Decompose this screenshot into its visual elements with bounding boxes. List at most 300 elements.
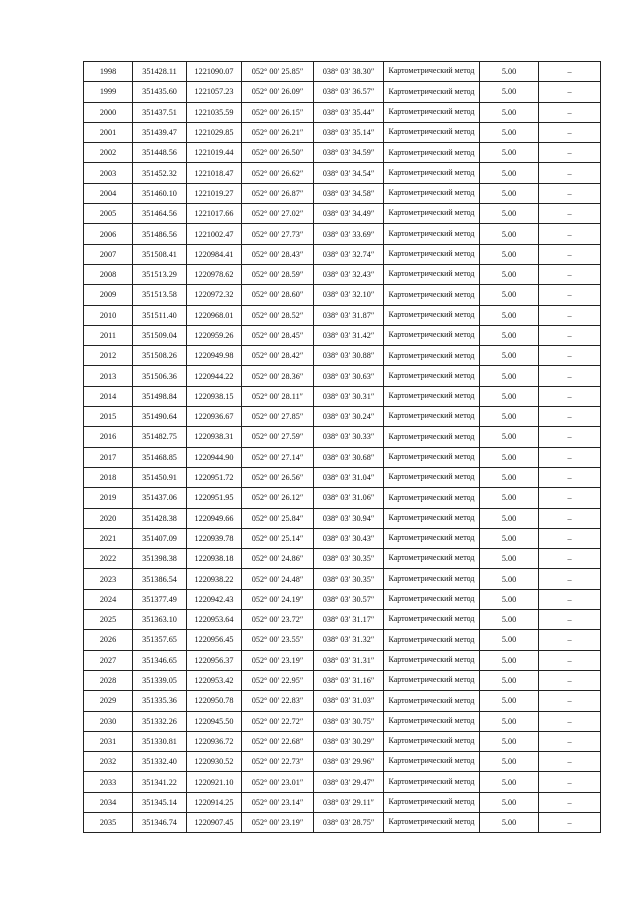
method-cell: Картометрический метод xyxy=(384,467,480,487)
x-coordinate-cell: 351452.32 xyxy=(133,163,187,183)
note-cell: – xyxy=(539,630,601,650)
latitude-cell: 052° 00′ 22.72″ xyxy=(242,711,314,731)
table-row xyxy=(84,650,601,670)
x-coordinate-cell: 351490.64 xyxy=(133,407,187,427)
y-coordinate-cell: 1221002.47 xyxy=(187,224,242,244)
accuracy-cell: 5.00 xyxy=(480,752,539,772)
point-number-cell: 2001 xyxy=(84,122,133,142)
point-number-cell: 2025 xyxy=(84,610,133,630)
method-cell: Картометрический метод xyxy=(384,488,480,508)
x-coordinate-cell: 351482.75 xyxy=(133,427,187,447)
accuracy-cell: 5.00 xyxy=(480,508,539,528)
y-coordinate-cell: 1220972.32 xyxy=(187,285,242,305)
point-number-cell: 2027 xyxy=(84,650,133,670)
note-cell: – xyxy=(539,812,601,832)
table-row xyxy=(84,508,601,528)
note-cell: – xyxy=(539,305,601,325)
longitude-cell: 038° 03′ 30.63″ xyxy=(314,366,384,386)
note-cell: – xyxy=(539,711,601,731)
point-number-cell: 2026 xyxy=(84,630,133,650)
latitude-cell: 052° 00′ 28.36″ xyxy=(242,366,314,386)
longitude-cell: 038° 03′ 30.43″ xyxy=(314,528,384,548)
x-coordinate-cell: 351346.74 xyxy=(133,812,187,832)
note-cell: – xyxy=(539,163,601,183)
accuracy-cell: 5.00 xyxy=(480,549,539,569)
table-row xyxy=(84,488,601,508)
longitude-cell: 038° 03′ 30.68″ xyxy=(314,447,384,467)
longitude-cell: 038° 03′ 31.87″ xyxy=(314,305,384,325)
note-cell: – xyxy=(539,82,601,102)
latitude-cell: 052° 00′ 26.87″ xyxy=(242,183,314,203)
point-number-cell: 2016 xyxy=(84,427,133,447)
method-cell: Картометрический метод xyxy=(384,143,480,163)
table-row xyxy=(84,812,601,832)
method-cell: Картометрический метод xyxy=(384,670,480,690)
method-cell: Картометрический метод xyxy=(384,102,480,122)
accuracy-cell: 5.00 xyxy=(480,183,539,203)
x-coordinate-cell: 351437.51 xyxy=(133,102,187,122)
longitude-cell: 038° 03′ 30.31″ xyxy=(314,386,384,406)
longitude-cell: 038° 03′ 35.14″ xyxy=(314,122,384,142)
longitude-cell: 038° 03′ 35.44″ xyxy=(314,102,384,122)
accuracy-cell: 5.00 xyxy=(480,244,539,264)
x-coordinate-cell: 351398.38 xyxy=(133,549,187,569)
y-coordinate-cell: 1221090.07 xyxy=(187,62,242,82)
y-coordinate-cell: 1220949.98 xyxy=(187,346,242,366)
note-cell: – xyxy=(539,447,601,467)
y-coordinate-cell: 1220984.41 xyxy=(187,244,242,264)
note-cell: – xyxy=(539,691,601,711)
method-cell: Картометрический метод xyxy=(384,122,480,142)
latitude-cell: 052° 00′ 28.42″ xyxy=(242,346,314,366)
longitude-cell: 038° 03′ 36.57″ xyxy=(314,82,384,102)
accuracy-cell: 5.00 xyxy=(480,122,539,142)
table-row xyxy=(84,204,601,224)
note-cell: – xyxy=(539,731,601,751)
latitude-cell: 052° 00′ 27.02″ xyxy=(242,204,314,224)
longitude-cell: 038° 03′ 32.10″ xyxy=(314,285,384,305)
method-cell: Картометрический метод xyxy=(384,630,480,650)
table-row xyxy=(84,386,601,406)
x-coordinate-cell: 351428.11 xyxy=(133,62,187,82)
latitude-cell: 052° 00′ 28.52″ xyxy=(242,305,314,325)
x-coordinate-cell: 351332.40 xyxy=(133,752,187,772)
accuracy-cell: 5.00 xyxy=(480,447,539,467)
method-cell: Картометрический метод xyxy=(384,285,480,305)
note-cell: – xyxy=(539,589,601,609)
latitude-cell: 052° 00′ 26.56″ xyxy=(242,467,314,487)
note-cell: – xyxy=(539,366,601,386)
method-cell: Картометрический метод xyxy=(384,366,480,386)
note-cell: – xyxy=(539,569,601,589)
y-coordinate-cell: 1220959.26 xyxy=(187,325,242,345)
y-coordinate-cell: 1220930.52 xyxy=(187,752,242,772)
latitude-cell: 052° 00′ 26.21″ xyxy=(242,122,314,142)
method-cell: Картометрический метод xyxy=(384,224,480,244)
point-number-cell: 2017 xyxy=(84,447,133,467)
point-number-cell: 2006 xyxy=(84,224,133,244)
latitude-cell: 052° 00′ 23.19″ xyxy=(242,812,314,832)
point-number-cell: 2012 xyxy=(84,346,133,366)
latitude-cell: 052° 00′ 28.59″ xyxy=(242,264,314,284)
point-number-cell: 2028 xyxy=(84,670,133,690)
x-coordinate-cell: 351508.41 xyxy=(133,244,187,264)
latitude-cell: 052° 00′ 25.85″ xyxy=(242,62,314,82)
method-cell: Картометрический метод xyxy=(384,386,480,406)
longitude-cell: 038° 03′ 31.42″ xyxy=(314,325,384,345)
y-coordinate-cell: 1220938.18 xyxy=(187,549,242,569)
latitude-cell: 052° 00′ 27.85″ xyxy=(242,407,314,427)
latitude-cell: 052° 00′ 28.60″ xyxy=(242,285,314,305)
point-number-cell: 2031 xyxy=(84,731,133,751)
y-coordinate-cell: 1220938.22 xyxy=(187,569,242,589)
longitude-cell: 038° 03′ 30.88″ xyxy=(314,346,384,366)
longitude-cell: 038° 03′ 38.30″ xyxy=(314,62,384,82)
point-number-cell: 2002 xyxy=(84,143,133,163)
method-cell: Картометрический метод xyxy=(384,447,480,467)
y-coordinate-cell: 1220944.22 xyxy=(187,366,242,386)
accuracy-cell: 5.00 xyxy=(480,143,539,163)
point-number-cell: 2023 xyxy=(84,569,133,589)
table-row xyxy=(84,224,601,244)
table-row xyxy=(84,569,601,589)
point-number-cell: 2011 xyxy=(84,325,133,345)
y-coordinate-cell: 1221018.47 xyxy=(187,163,242,183)
point-number-cell: 2024 xyxy=(84,589,133,609)
latitude-cell: 052° 00′ 22.73″ xyxy=(242,752,314,772)
accuracy-cell: 5.00 xyxy=(480,325,539,345)
method-cell: Картометрический метод xyxy=(384,711,480,731)
method-cell: Картометрический метод xyxy=(384,691,480,711)
point-number-cell: 2018 xyxy=(84,467,133,487)
x-coordinate-cell: 351498.84 xyxy=(133,386,187,406)
accuracy-cell: 5.00 xyxy=(480,772,539,792)
latitude-cell: 052° 00′ 24.86″ xyxy=(242,549,314,569)
accuracy-cell: 5.00 xyxy=(480,102,539,122)
latitude-cell: 052° 00′ 26.50″ xyxy=(242,143,314,163)
x-coordinate-cell: 351330.81 xyxy=(133,731,187,751)
method-cell: Картометрический метод xyxy=(384,183,480,203)
x-coordinate-cell: 351341.22 xyxy=(133,772,187,792)
method-cell: Картометрический метод xyxy=(384,589,480,609)
point-number-cell: 2013 xyxy=(84,366,133,386)
note-cell: – xyxy=(539,204,601,224)
x-coordinate-cell: 351339.05 xyxy=(133,670,187,690)
point-number-cell: 2004 xyxy=(84,183,133,203)
longitude-cell: 038° 03′ 29.47″ xyxy=(314,772,384,792)
note-cell: – xyxy=(539,427,601,447)
y-coordinate-cell: 1220921.10 xyxy=(187,772,242,792)
longitude-cell: 038° 03′ 30.29″ xyxy=(314,731,384,751)
x-coordinate-cell: 351407.09 xyxy=(133,528,187,548)
accuracy-cell: 5.00 xyxy=(480,305,539,325)
accuracy-cell: 5.00 xyxy=(480,346,539,366)
point-number-cell: 2010 xyxy=(84,305,133,325)
longitude-cell: 038° 03′ 30.33″ xyxy=(314,427,384,447)
longitude-cell: 038° 03′ 30.35″ xyxy=(314,569,384,589)
coordinates-table-body xyxy=(84,62,601,833)
note-cell: – xyxy=(539,346,601,366)
x-coordinate-cell: 351439.47 xyxy=(133,122,187,142)
note-cell: – xyxy=(539,792,601,812)
point-number-cell: 2035 xyxy=(84,812,133,832)
table-row xyxy=(84,264,601,284)
table-row xyxy=(84,407,601,427)
note-cell: – xyxy=(539,772,601,792)
table-row xyxy=(84,366,601,386)
y-coordinate-cell: 1220951.72 xyxy=(187,467,242,487)
x-coordinate-cell: 351386.54 xyxy=(133,569,187,589)
y-coordinate-cell: 1220944.90 xyxy=(187,447,242,467)
note-cell: – xyxy=(539,752,601,772)
point-number-cell: 2033 xyxy=(84,772,133,792)
note-cell: – xyxy=(539,62,601,82)
longitude-cell: 038° 03′ 28.75″ xyxy=(314,812,384,832)
longitude-cell: 038° 03′ 30.94″ xyxy=(314,508,384,528)
table-row xyxy=(84,346,601,366)
y-coordinate-cell: 1220936.67 xyxy=(187,407,242,427)
method-cell: Картометрический метод xyxy=(384,204,480,224)
method-cell: Картометрический метод xyxy=(384,346,480,366)
accuracy-cell: 5.00 xyxy=(480,163,539,183)
x-coordinate-cell: 351509.04 xyxy=(133,325,187,345)
method-cell: Картометрический метод xyxy=(384,650,480,670)
latitude-cell: 052° 00′ 24.19″ xyxy=(242,589,314,609)
longitude-cell: 038° 03′ 31.16″ xyxy=(314,670,384,690)
point-number-cell: 2029 xyxy=(84,691,133,711)
x-coordinate-cell: 351513.58 xyxy=(133,285,187,305)
accuracy-cell: 5.00 xyxy=(480,204,539,224)
point-number-cell: 2032 xyxy=(84,752,133,772)
latitude-cell: 052° 00′ 26.62″ xyxy=(242,163,314,183)
method-cell: Картометрический метод xyxy=(384,772,480,792)
latitude-cell: 052° 00′ 25.14″ xyxy=(242,528,314,548)
longitude-cell: 038° 03′ 34.59″ xyxy=(314,143,384,163)
x-coordinate-cell: 351450.91 xyxy=(133,467,187,487)
note-cell: – xyxy=(539,244,601,264)
x-coordinate-cell: 351428.38 xyxy=(133,508,187,528)
note-cell: – xyxy=(539,264,601,284)
longitude-cell: 038° 03′ 31.06″ xyxy=(314,488,384,508)
longitude-cell: 038° 03′ 29.96″ xyxy=(314,752,384,772)
note-cell: – xyxy=(539,386,601,406)
method-cell: Картометрический метод xyxy=(384,812,480,832)
table-row xyxy=(84,183,601,203)
x-coordinate-cell: 351437.06 xyxy=(133,488,187,508)
accuracy-cell: 5.00 xyxy=(480,792,539,812)
accuracy-cell: 5.00 xyxy=(480,589,539,609)
accuracy-cell: 5.00 xyxy=(480,691,539,711)
table-row xyxy=(84,528,601,548)
latitude-cell: 052° 00′ 22.95″ xyxy=(242,670,314,690)
latitude-cell: 052° 00′ 26.09″ xyxy=(242,82,314,102)
x-coordinate-cell: 351345.14 xyxy=(133,792,187,812)
y-coordinate-cell: 1220942.43 xyxy=(187,589,242,609)
x-coordinate-cell: 351506.36 xyxy=(133,366,187,386)
latitude-cell: 052° 00′ 23.14″ xyxy=(242,792,314,812)
method-cell: Картометрический метод xyxy=(384,163,480,183)
table-row xyxy=(84,447,601,467)
y-coordinate-cell: 1220936.72 xyxy=(187,731,242,751)
y-coordinate-cell: 1221029.85 xyxy=(187,122,242,142)
longitude-cell: 038° 03′ 31.04″ xyxy=(314,467,384,487)
note-cell: – xyxy=(539,407,601,427)
accuracy-cell: 5.00 xyxy=(480,407,539,427)
longitude-cell: 038° 03′ 30.24″ xyxy=(314,407,384,427)
table-row xyxy=(84,325,601,345)
method-cell: Картометрический метод xyxy=(384,427,480,447)
x-coordinate-cell: 351448.56 xyxy=(133,143,187,163)
point-number-cell: 2009 xyxy=(84,285,133,305)
accuracy-cell: 5.00 xyxy=(480,224,539,244)
accuracy-cell: 5.00 xyxy=(480,264,539,284)
x-coordinate-cell: 351464.56 xyxy=(133,204,187,224)
method-cell: Картометрический метод xyxy=(384,407,480,427)
y-coordinate-cell: 1220949.66 xyxy=(187,508,242,528)
longitude-cell: 038° 03′ 30.75″ xyxy=(314,711,384,731)
y-coordinate-cell: 1220978.62 xyxy=(187,264,242,284)
note-cell: – xyxy=(539,102,601,122)
table-row xyxy=(84,610,601,630)
accuracy-cell: 5.00 xyxy=(480,386,539,406)
x-coordinate-cell: 351357.65 xyxy=(133,630,187,650)
latitude-cell: 052° 00′ 23.19″ xyxy=(242,650,314,670)
y-coordinate-cell: 1220956.45 xyxy=(187,630,242,650)
method-cell: Картометрический метод xyxy=(384,610,480,630)
table-row xyxy=(84,467,601,487)
point-number-cell: 1998 xyxy=(84,62,133,82)
note-cell: – xyxy=(539,650,601,670)
longitude-cell: 038° 03′ 29.11″ xyxy=(314,792,384,812)
point-number-cell: 2021 xyxy=(84,528,133,548)
method-cell: Картометрический метод xyxy=(384,508,480,528)
note-cell: – xyxy=(539,183,601,203)
latitude-cell: 052° 00′ 27.14″ xyxy=(242,447,314,467)
longitude-cell: 038° 03′ 34.54″ xyxy=(314,163,384,183)
note-cell: – xyxy=(539,122,601,142)
latitude-cell: 052° 00′ 27.59″ xyxy=(242,427,314,447)
y-coordinate-cell: 1220939.78 xyxy=(187,528,242,548)
point-number-cell: 2022 xyxy=(84,549,133,569)
coordinates-table xyxy=(83,61,601,833)
x-coordinate-cell: 351377.49 xyxy=(133,589,187,609)
accuracy-cell: 5.00 xyxy=(480,610,539,630)
method-cell: Картометрический метод xyxy=(384,325,480,345)
y-coordinate-cell: 1220938.31 xyxy=(187,427,242,447)
table-row xyxy=(84,589,601,609)
accuracy-cell: 5.00 xyxy=(480,630,539,650)
latitude-cell: 052° 00′ 27.73″ xyxy=(242,224,314,244)
accuracy-cell: 5.00 xyxy=(480,427,539,447)
y-coordinate-cell: 1220951.95 xyxy=(187,488,242,508)
table-row xyxy=(84,427,601,447)
accuracy-cell: 5.00 xyxy=(480,488,539,508)
latitude-cell: 052° 00′ 23.01″ xyxy=(242,772,314,792)
table-row xyxy=(84,163,601,183)
method-cell: Картометрический метод xyxy=(384,528,480,548)
x-coordinate-cell: 351486.56 xyxy=(133,224,187,244)
point-number-cell: 2030 xyxy=(84,711,133,731)
note-cell: – xyxy=(539,325,601,345)
latitude-cell: 052° 00′ 28.43″ xyxy=(242,244,314,264)
note-cell: – xyxy=(539,467,601,487)
latitude-cell: 052° 00′ 23.55″ xyxy=(242,630,314,650)
accuracy-cell: 5.00 xyxy=(480,467,539,487)
point-number-cell: 2034 xyxy=(84,792,133,812)
point-number-cell: 2015 xyxy=(84,407,133,427)
table-row xyxy=(84,305,601,325)
latitude-cell: 052° 00′ 22.83″ xyxy=(242,691,314,711)
longitude-cell: 038° 03′ 34.49″ xyxy=(314,204,384,224)
point-number-cell: 2019 xyxy=(84,488,133,508)
table-row xyxy=(84,670,601,690)
method-cell: Картометрический метод xyxy=(384,569,480,589)
x-coordinate-cell: 351332.26 xyxy=(133,711,187,731)
y-coordinate-cell: 1220953.64 xyxy=(187,610,242,630)
longitude-cell: 038° 03′ 31.03″ xyxy=(314,691,384,711)
method-cell: Картометрический метод xyxy=(384,305,480,325)
note-cell: – xyxy=(539,285,601,305)
method-cell: Картометрический метод xyxy=(384,792,480,812)
accuracy-cell: 5.00 xyxy=(480,731,539,751)
accuracy-cell: 5.00 xyxy=(480,366,539,386)
y-coordinate-cell: 1220953.42 xyxy=(187,670,242,690)
table-row xyxy=(84,62,601,82)
table-row xyxy=(84,691,601,711)
y-coordinate-cell: 1220907.45 xyxy=(187,812,242,832)
method-cell: Картометрический метод xyxy=(384,62,480,82)
x-coordinate-cell: 351460.10 xyxy=(133,183,187,203)
table-row xyxy=(84,143,601,163)
x-coordinate-cell: 351346.65 xyxy=(133,650,187,670)
y-coordinate-cell: 1221035.59 xyxy=(187,102,242,122)
latitude-cell: 052° 00′ 25.84″ xyxy=(242,508,314,528)
x-coordinate-cell: 351468.85 xyxy=(133,447,187,467)
accuracy-cell: 5.00 xyxy=(480,650,539,670)
accuracy-cell: 5.00 xyxy=(480,62,539,82)
note-cell: – xyxy=(539,224,601,244)
point-number-cell: 2008 xyxy=(84,264,133,284)
y-coordinate-cell: 1220945.50 xyxy=(187,711,242,731)
accuracy-cell: 5.00 xyxy=(480,528,539,548)
accuracy-cell: 5.00 xyxy=(480,285,539,305)
table-row xyxy=(84,82,601,102)
note-cell: – xyxy=(539,670,601,690)
latitude-cell: 052° 00′ 28.45″ xyxy=(242,325,314,345)
point-number-cell: 1999 xyxy=(84,82,133,102)
longitude-cell: 038° 03′ 33.69″ xyxy=(314,224,384,244)
y-coordinate-cell: 1220914.25 xyxy=(187,792,242,812)
y-coordinate-cell: 1221019.27 xyxy=(187,183,242,203)
point-number-cell: 2000 xyxy=(84,102,133,122)
table-row xyxy=(84,630,601,650)
longitude-cell: 038° 03′ 32.74″ xyxy=(314,244,384,264)
point-number-cell: 2007 xyxy=(84,244,133,264)
accuracy-cell: 5.00 xyxy=(480,812,539,832)
table-row xyxy=(84,549,601,569)
latitude-cell: 052° 00′ 28.11″ xyxy=(242,386,314,406)
table-row xyxy=(84,731,601,751)
longitude-cell: 038° 03′ 31.31″ xyxy=(314,650,384,670)
table-row xyxy=(84,792,601,812)
table-row xyxy=(84,285,601,305)
longitude-cell: 038° 03′ 34.58″ xyxy=(314,183,384,203)
accuracy-cell: 5.00 xyxy=(480,670,539,690)
y-coordinate-cell: 1221017.66 xyxy=(187,204,242,224)
point-number-cell: 2005 xyxy=(84,204,133,224)
y-coordinate-cell: 1221019.44 xyxy=(187,143,242,163)
accuracy-cell: 5.00 xyxy=(480,569,539,589)
